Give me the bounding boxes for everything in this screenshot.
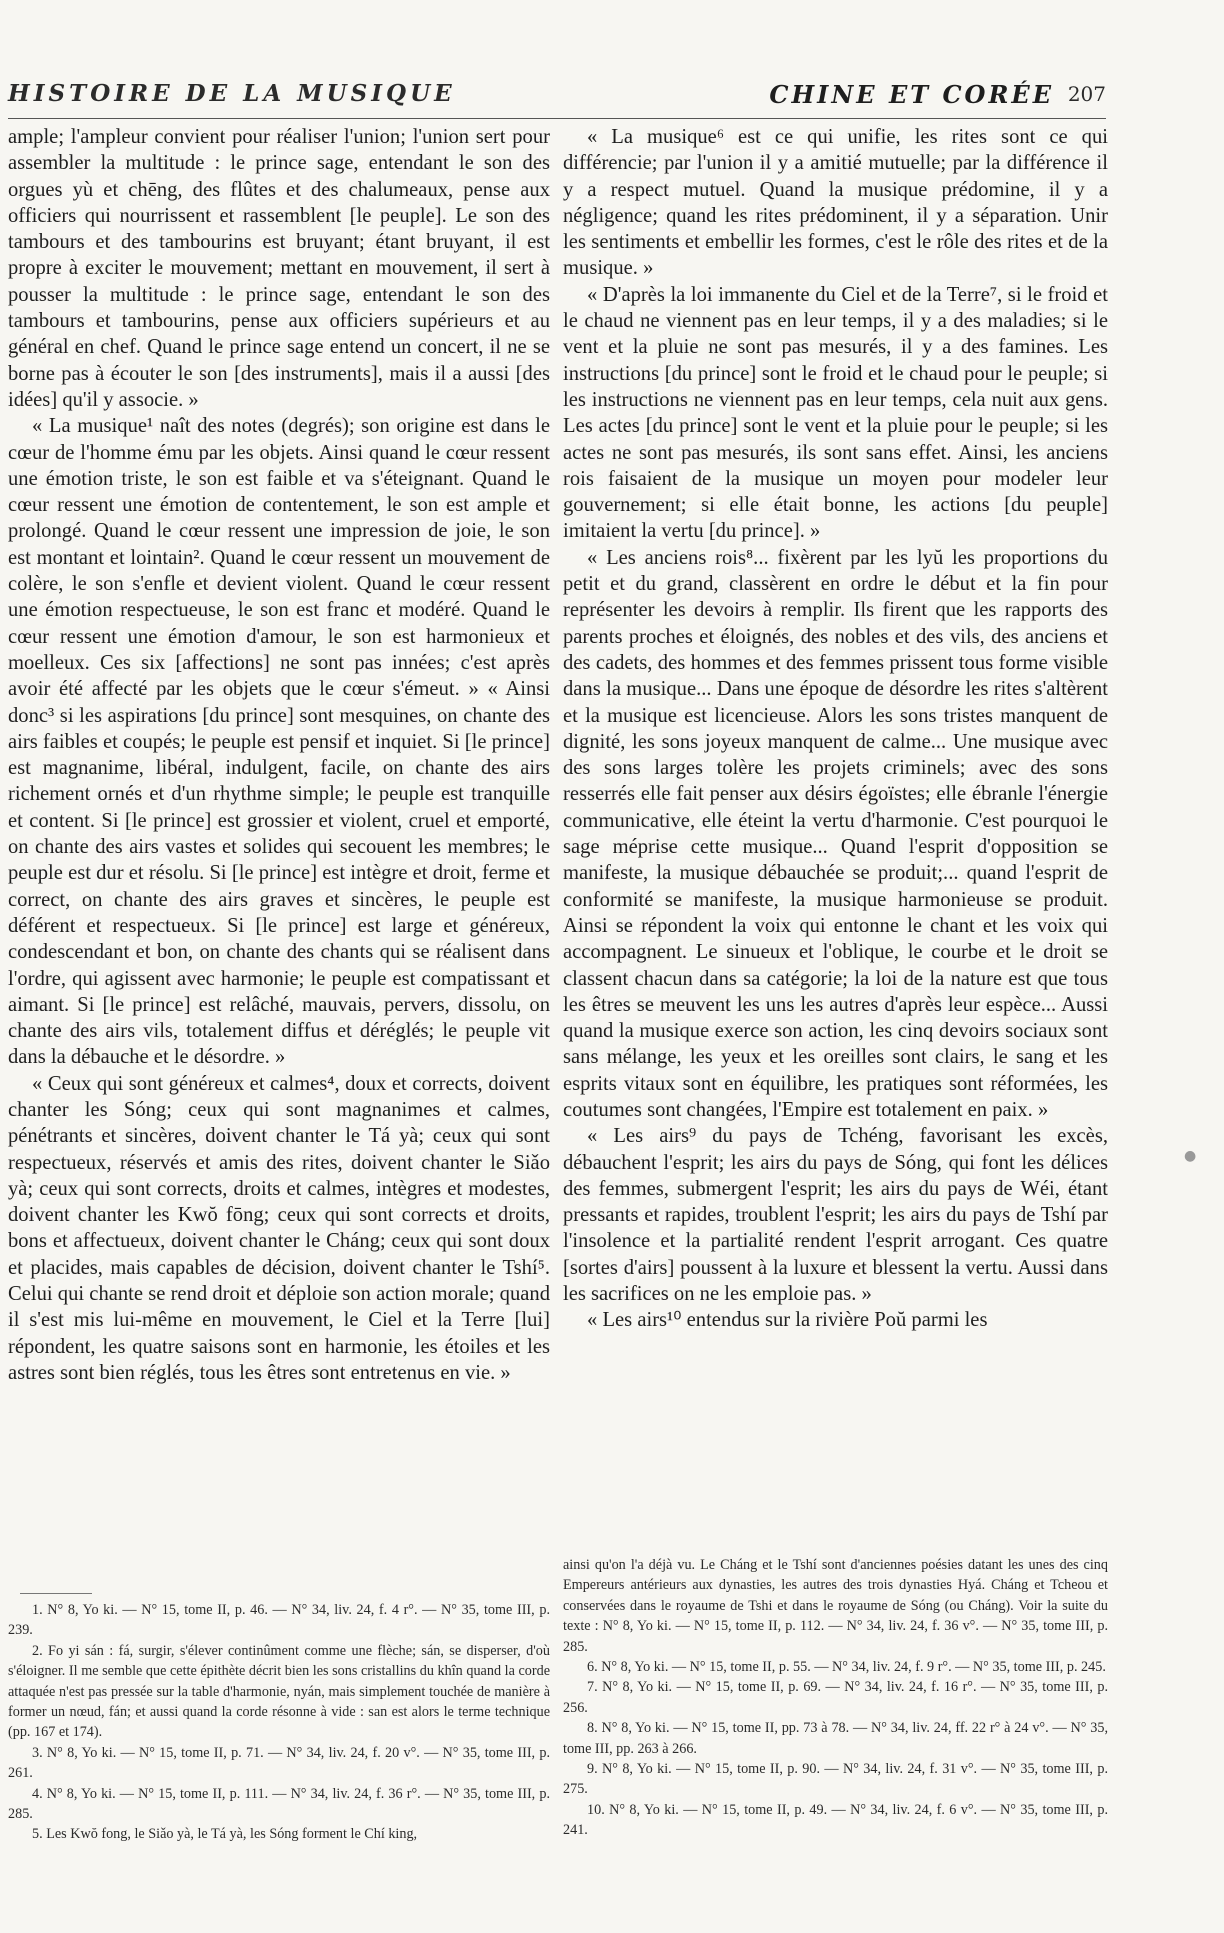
footnote-9: 9. N° 8, Yo ki. — N° 15, tome II, p. 90. — N° 34, liv. 24, f. 31 v°. — N° 35, tome III, p. 275. bbox=[563, 1761, 1108, 1798]
left-column bbox=[8, 124, 550, 1386]
header-right-title: CHINE ET CORÉE bbox=[769, 80, 1054, 109]
running-header bbox=[8, 78, 1106, 118]
right-paragraph-5: « Les airs¹⁰ entendus sur la rivière Poŭ parmi les bbox=[587, 1309, 988, 1332]
header-rule bbox=[8, 118, 1106, 119]
footnotes-right bbox=[563, 1555, 1108, 1841]
page-number: 207 bbox=[1067, 82, 1106, 106]
footnote-5-continued: ainsi qu'on l'a déjà vu. Le Cháng et le Tshí sont d'anciennes poésies datant les unes des cinq Empereurs antérieurs aux dynasties, les autres des trois dynasties Hyá. Cháng et Tcheou et conservées dans le royaume de Tshi et dans le royaume de Sóng (ou Cháng). Voir la suite du texte : N° 8, Yo ki. — N° 15, tome II, p. 112. — N° 34, liv. 24, f. 36 v°. — N° 35, tome III, p. 285. bbox=[563, 1557, 1108, 1655]
footnote-7: 7. N° 8, Yo ki. — N° 15, tome II, p. 69. — N° 34, liv. 24, f. 16 r°. — N° 35, tome III, p. 256. bbox=[563, 1679, 1108, 1716]
right-paragraph-4: « Les airs⁹ du pays de Tchéng, favorisant les excès, débauchent l'esprit; les airs du pays de Sóng, qui font les délices des femmes, submergent l'esprit; les airs du pays de Wéi, étant pressants et rapides, troublent l'esprit; les airs du pays de Tshí par l'insolence et la partialité rendent l'esprit arrogant. Ces quatre [sortes d'airs] poussent à la luxure et blessent la vertu. Aussi dans les sacrifices on ne les emploie pas. » bbox=[563, 1125, 1108, 1306]
right-column bbox=[563, 124, 1108, 1334]
margin-ink-spot: ● bbox=[1184, 1148, 1197, 1164]
right-paragraph-2: « D'après la loi immanente du Ciel et de la Terre⁷, si le froid et le chaud ne viennent pas en leur temps, il y a des maladies; si le vent et la pluie ne sont pas mesurés, il y a des famines. Les instructions [du prince] sont le froid et le chaud pour le peuple; si les instructions ne viennent pas en leur temps, cela nuit aux gens. Les actes [du prince] sont le vent et la pluie pour le peuple; si les actes ne sont pas mesurés, ils sont sans effet. Ainsi, les anciens rois faisaient de la musique un moyen pour modeler leur gouvernement; si elle était bonne, les actions [du peuple] imitaient la vertu [du prince]. » bbox=[563, 283, 1108, 543]
right-paragraph-3: « Les anciens rois⁸... fixèrent par les lyŭ les proportions du petit et du grand, classèrent en ordre le début et la fin pour représenter les devoirs à remplir. Ils firent que les rapports des parents proches et éloignés, des nobles et des vils, des anciens et des cadets, des hommes et des femmes prissent tous forme visible dans la musique... Dans une époque de désordre les rites s'altèrent et la musique est licencieuse. Alors les sons tristes manquent de dignité, les sons joyeux manquent de calme... Une musique avec des sons larges tolère les projets criminels; avec des sons resserrés elle fait penser aux désirs égoïstes; elle ébranle l'énergie communicative, elle éteint la vertu d'harmonie. C'est pourquoi le sage méprise cette musique... Quand l'esprit d'opposition se manifeste, la musique débauchée se produit;... quand l'esprit de conformité se manifeste, la musique harmonieuse se produit. Ainsi se répondent la voix qui entonne le chant et les voix qui accompagnent. Le sinueux et l'oblique, le courbe et le droit se classent chacun dans sa catégorie; la loi de la nature est que tous les êtres se meuvent les uns les autres d'après leur espèce... Aussi quand la musique exerce son action, les cinq devoirs sociaux sont sans mélange, les yeux et les oreilles sont clairs, le sang et les esprits vitaux sont en équilibre, les pratiques sont réformées, les coutumes sont changées, l'Empire est totalement en paix. » bbox=[563, 546, 1108, 1121]
footnote-3: 3. N° 8, Yo ki. — N° 15, tome II, p. 71. — N° 34, liv. 24, f. 20 v°. — N° 35, tome III, p. 261. bbox=[8, 1744, 550, 1782]
left-paragraph-3: « Ceux qui sont généreux et calmes⁴, doux et corrects, doivent chanter les Sóng; ceux qui sont magnanimes et calmes, pénétrants et sincères, doivent chanter le Tá yà; ceux qui sont respectueux, réservés et amis des rites, doivent chanter le Siǎo yà; ceux qui sont corrects, droits et calmes, intègres et modestes, doivent chanter les Kwŏ fōng; ceux qui sont corrects et droits, bons et affectueux, doivent chanter le Cháng; ceux qui sont doux et placides, mais capables de décision, doivent chanter le Tshí⁵. Celui qui chante se rend droit et déploie son action morale; quand il s'est mis lui-même en mouvement, le Ciel et la Terre [lui] répondent, les quatre saisons sont en harmonie, les étoiles et les astres sont bien réglés, tous les êtres sont entretenus en vie. » bbox=[8, 1072, 550, 1384]
left-paragraph-2: « La musique¹ naît des notes (degrés); son origine est dans le cœur de l'homme ému par les objets. Ainsi quand le cœur ressent une émotion triste, le son est faible et va s'éteignant. Quand le cœur ressent une émotion de contentement, le son est ample et prolongé. Quand le cœur ressent une impression de joie, le son est montant et lointain². Quand le cœur ressent un mouvement de colère, le son s'enfle et devient violent. Quand le cœur ressent une émotion respectueuse, le son est franc et modéré. Quand le cœur ressent une émotion d'amour, le son est harmonieux et moelleux. Ces six [affections] ne sont pas innées; c'est après avoir été affecté par les objets que le cœur s'émeut. » « Ainsi donc³ si les aspirations [du prince] sont mesquines, on chante des airs faibles et coupés; le peuple est pensif et inquiet. Si [le prince] est magnanime, libéral, indulgent, facile, on chante des airs richement ornés et d'un rhythme simple; le peuple est tranquille et content. Si [le prince] est grossier et violent, cruel et emporté, on chante des airs vastes et solides qui secouent les membres; le peuple est dur et résolu. Si [le prince] est intègre et droit, ferme et correct, on chante des airs graves et sincères, le peuple est déférent et respectueux. Si [le prince] est large et généreux, condescendant et bon, on chante des chants qui se réalisent dans l'ordre, qui agissent avec harmonie; le peuple est compatissant et aimant. Si [le prince] est relâché, mauvais, pervers, dissolu, on chante des airs vils, totalement diffus et déréglés; le peuple vit dans la débauche et le désordre. » bbox=[8, 415, 550, 1069]
header-left-title: HISTOIRE DE LA MUSIQUE bbox=[8, 80, 456, 107]
left-paragraph-1: ample; l'ampleur convient pour réaliser l'union; l'union sert pour assembler la multitude : le prince sage, entendant le son des orgues yù et chēng, des flûtes et des chalumeaux, pense aux officiers qui nourrissent et rassemblent [le peuple]. Le son des tambours et des tambourins est bruyant; étant bruyant, il est propre à exciter le mouvement; mettant en mouvement, il sert à pousser la multitude : le prince sage, entendant le son des tambours et tambourins, pense aux officiers supérieurs et au général en chef. Quand le prince sage entend un concert, il ne se borne pas à écouter le son [des instruments], mais il a aussi [des idées] qu'il y associe. » bbox=[8, 126, 550, 411]
footnotes-left bbox=[8, 1593, 550, 1845]
footnote-rule bbox=[20, 1593, 92, 1594]
footnote-8: 8. N° 8, Yo ki. — N° 15, tome II, pp. 73 à 78. — N° 34, liv. 24, ff. 22 r° à 24 v°. — N° 35, tome III, pp. 263 à 266. bbox=[563, 1720, 1108, 1757]
footnote-2: 2. Fo yi sán : fá, surgir, s'élever continûment comme une flèche; sán, se disperser, d'où s'éloigner. Il me semble que cette épithète décrit bien les sons cristallins du khîn quand la corde attaquée n'est pas pressée sur la table d'harmonie, nyán, mais simplement touchée de manière à former un nœud, fán; et aussi quand la corde résonne à vide : san est alors le terme technique (pp. 167 et 174). bbox=[8, 1642, 550, 1741]
footnote-4: 4. N° 8, Yo ki. — N° 15, tome II, p. 111. — N° 34, liv. 24, f. 36 r°. — N° 35, tome III, p. 285. bbox=[8, 1785, 550, 1823]
footnote-10: 10. N° 8, Yo ki. — N° 15, tome II, p. 49. — N° 34, liv. 24, f. 6 v°. — N° 35, tome III, p. 241. bbox=[563, 1801, 1108, 1839]
footnote-5: 5. Les Kwŏ fong, le Siǎo yà, le Tá yà, les Sóng forment le Chí king, bbox=[32, 1826, 418, 1843]
footnote-1: 1. N° 8, Yo ki. — N° 15, tome II, p. 46. — N° 34, liv. 24, f. 4 r°. — N° 35, tome III, p. 239. bbox=[8, 1602, 550, 1639]
right-paragraph-1: « La musique⁶ est ce qui unifie, les rites sont ce qui différencie; par l'union il y a amitié mutuelle; par la différence il y a respect mutuel. Quand la musique prédomine, il y a négligence; quand les rites prédominent, il y a séparation. Unir les sentiments et embellir les formes, c'est le rôle des rites et de la musique. » bbox=[563, 126, 1108, 280]
footnote-6: 6. N° 8, Yo ki. — N° 15, tome II, p. 55. — N° 34, liv. 24, f. 9 r°. — N° 35, tome III, p. 245. bbox=[587, 1659, 1106, 1676]
